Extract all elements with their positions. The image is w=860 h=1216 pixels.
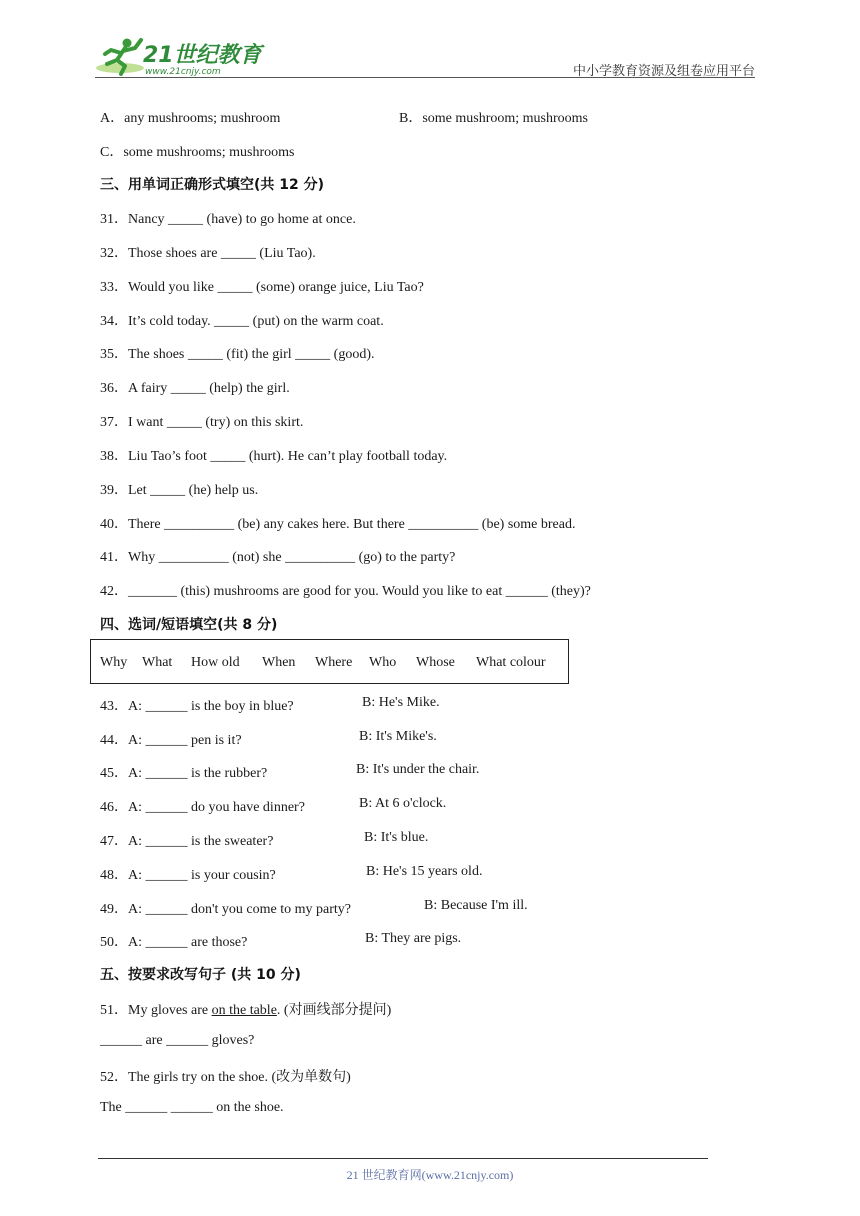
section-4-title: 四、选词/短语填空(共 8 分) [100,617,278,633]
answer-46: B: At 6 o'clock. [359,796,447,811]
header-divider [95,77,755,78]
word-bank-item: Whose [416,655,455,670]
question-33: 33．Would you like _____ (some) orange juice, Liu Tao? [100,280,424,295]
answer-50: B: They are pigs. [365,931,462,946]
site-logo [95,34,265,78]
question-52: 52．The girls try on the shoe. (改为单数句) [100,1070,351,1085]
option-a: A．any mushrooms; mushroom [100,111,281,126]
question-36: 36．A fairy _____ (help) the girl. [100,381,290,396]
question-38: 38．Liu Tao’s foot _____ (hurt). He can’t play football today. [100,449,448,464]
answer-45: B: It's under the chair. [356,762,480,777]
question-32: 32．Those shoes are _____ (Liu Tao). [100,246,316,261]
answer-44: B: It's Mike's. [359,729,437,744]
logo-text: 21世纪教育 [143,43,262,68]
answer-43: B: He's Mike. [362,695,440,710]
section-5-title: 五、按要求改写句子 (共 10 分) [100,967,301,983]
question-31: 31．Nancy _____ (have) to go home at once. [100,212,356,227]
question-37: 37．I want _____ (try) on this skirt. [100,415,304,430]
question-46: 46．A: ______ do you have dinner? [100,800,305,815]
question-43: 43．A: ______ is the boy in blue? [100,699,294,714]
logo-subtext: www.21cnjy.com [145,67,221,77]
word-bank-item: Why [100,655,128,670]
answer-48: B: He's 15 years old. [366,864,483,879]
word-bank-box [90,639,569,684]
question-40: 40．There __________ (be) any cakes here. But there __________ (be) some bread. [100,517,576,532]
question-35: 35．The shoes _____ (fit) the girl _____ (good). [100,347,375,362]
question-39: 39．Let _____ (he) help us. [100,483,259,498]
question-41: 41．Why __________ (not) she __________ (go) to the party? [100,550,456,565]
section-3-title: 三、用单词正确形式填空(共 12 分) [100,177,325,193]
footer-divider [98,1158,708,1159]
question-51-prefix: 51．My gloves are [100,1003,212,1018]
answer-line-51: ______ are ______ gloves? [100,1033,255,1048]
word-bank-item: How old [191,655,240,670]
question-51-suffix: . (对画线部分提问) [276,1003,392,1018]
footer-site-text: 21 世纪教育网(www.21cnjy.com) [346,1168,514,1182]
word-bank-item: Who [369,655,397,670]
word-bank-item: Where [315,655,353,670]
question-49: 49．A: ______ don't you come to my party? [100,902,351,917]
header-platform-text: 中小学教育资源及组卷应用平台 [572,64,755,79]
word-bank-item: What colour [476,655,546,670]
question-48: 48．A: ______ is your cousin? [100,868,276,883]
option-c: C．some mushrooms; mushrooms [100,145,295,160]
question-51-underlined: on the table [211,1003,277,1018]
option-b: B．some mushroom; mushrooms [399,111,589,126]
question-42: 42．_______ (this) mushrooms are good for you. Would you like to eat ______ (they)? [100,584,591,599]
word-bank-item: When [262,655,296,670]
answer-line-52: The ______ ______ on the shoe. [100,1100,284,1115]
word-bank-item: What [142,655,173,670]
answer-47: B: It's blue. [364,830,429,845]
question-34: 34．It’s cold today. _____ (put) on the warm coat. [100,314,384,329]
question-50: 50．A: ______ are those? [100,935,248,950]
answer-49: B: Because I'm ill. [424,898,528,913]
runner-logo-icon [95,34,265,78]
question-44: 44．A: ______ pen is it? [100,733,242,748]
question-51 [100,999,391,1019]
question-45: 45．A: ______ is the rubber? [100,766,268,781]
question-47: 47．A: ______ is the sweater? [100,834,274,849]
